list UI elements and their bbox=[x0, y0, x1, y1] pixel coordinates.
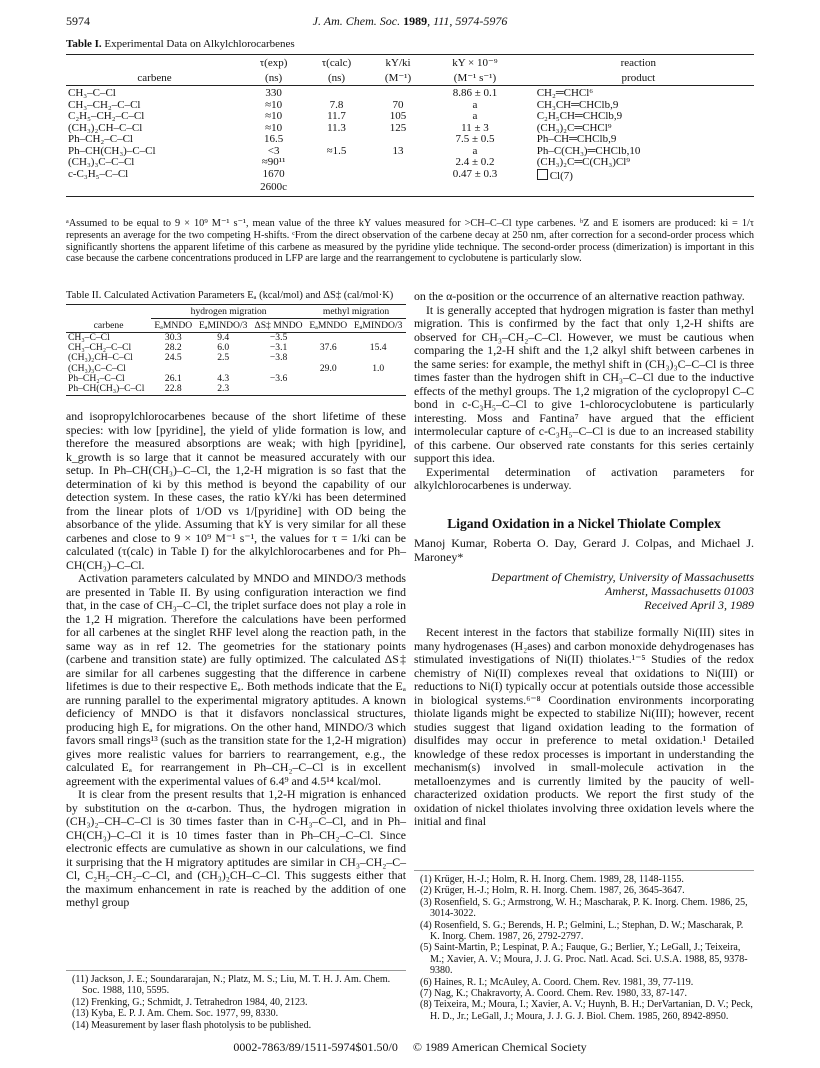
table1-header-cell: (M⁻¹ s⁻¹) bbox=[427, 70, 522, 86]
table2-header-cell: EₐMINDO/3 bbox=[350, 319, 406, 333]
table-row bbox=[66, 134, 754, 146]
table2-cell: CH₃–C–Cl bbox=[68, 332, 110, 343]
table2-cell bbox=[350, 374, 406, 384]
table2-cell: 26.1 bbox=[164, 372, 182, 384]
page-number: 5974 bbox=[66, 14, 90, 28]
table-row bbox=[66, 100, 754, 112]
journal-pages: 5974-5976 bbox=[455, 14, 508, 28]
table2-cell: (CH₃)₃C–C–Cl bbox=[68, 362, 126, 374]
table2-caption: Table II. Calculated Activation Parameters Eₐ (kcal/mol) and ΔS‡ (cal/mol·K) bbox=[66, 290, 394, 301]
table-row bbox=[66, 169, 754, 183]
body-paragraph: on the α-position or the occurrence of an alternative reaction pathway. bbox=[414, 289, 745, 303]
table1-header-cell: reaction bbox=[523, 55, 754, 71]
table1-cell: ≈10 bbox=[265, 110, 283, 122]
table-row bbox=[66, 86, 754, 100]
body-paragraph: Experimental determination of activation parameters for alkylchlorocarbenes is underway. bbox=[414, 464, 754, 492]
references-left bbox=[66, 970, 406, 1031]
reference-item: (4) Rosenfield, S. G.; Berends, H. P.; Gelmini, L.; Stephan, D. W.; Mascharak, P. K. Inorg. Chem. 1987, 26, 2792-2797. bbox=[420, 919, 744, 943]
table1-cell: ≈10 bbox=[265, 98, 283, 111]
table1-cell: CH₃–CH₂–C–Cl bbox=[68, 98, 141, 111]
table1-cell: Cl(7) bbox=[523, 169, 754, 183]
table2-cell: Ph–CH(CH₃)–C–Cl bbox=[66, 384, 151, 396]
table1-cell: 7.8 bbox=[329, 98, 344, 111]
body-paragraph: It is generally accepted that hydrogen migration is faster than methyl migration. This is confirmed by the fact that only 1,2-H shifts are observed for CH₃–CH₂–C–Cl. However, we must be cautious when comparing the 1,2-H shift and the 1,2 alkyl shift between carbenes in the same series: for example, the methyl shift in (CH₃)₃C–C–Cl is three times faster than the hydrogen shift in CH₃–C–Cl due to the inductive effects of the methyl groups. The 1,2 migration of the cyclopropyl C–C bond in c-C₃H₅–C–Cl to give 1-chlorocyclobutene is particularly interesting. Moss and Fantina⁷ have argued that the efficient intermolecular capture of c-C₃H₅–C–Cl is due to an increased stability of this carbene. Our observed rate constants for this series certainly support this idea. bbox=[414, 302, 754, 465]
table2-cell bbox=[251, 384, 306, 396]
table2-header-cell: carbene bbox=[66, 319, 151, 333]
reference-item: (3) Rosenfield, S. G.; Armstrong, W. H.; Mascharak, P. K. Inorg. Chem. 1986, 25, 3014-3022. bbox=[420, 896, 748, 920]
table1-cell: 11.3 bbox=[327, 121, 346, 134]
table1-cell: ≈10 bbox=[265, 121, 283, 134]
table2 bbox=[66, 304, 406, 396]
journal-year: 1989 bbox=[403, 14, 428, 28]
table2-cell: 22.8 bbox=[151, 384, 195, 396]
article-authors: Manoj Kumar, Roberta O. Day, Gerard J. Colpas, and Michael J. Maroney* bbox=[414, 536, 754, 564]
table1-cell bbox=[369, 86, 427, 100]
table2-group-methyl: methyl migration bbox=[306, 305, 406, 319]
cyclobutene-icon bbox=[537, 169, 548, 180]
table2-cell: Ph–CH₂–C–Cl bbox=[68, 372, 125, 384]
table1-cell bbox=[304, 86, 369, 100]
table1-header-cell: (ns) bbox=[304, 70, 369, 86]
table2-cell bbox=[306, 374, 350, 384]
table1-header-cell: (ns) bbox=[243, 70, 304, 86]
table-row bbox=[66, 111, 754, 123]
table1-cell: 1670 bbox=[262, 167, 285, 180]
table1-cell: a bbox=[472, 110, 478, 122]
table1-header-cell: τ(exp) bbox=[243, 55, 304, 71]
reference-item: (8) Teixeira, M.; Moura, I.; Xavier, A. V.; Huynh, B. H.; DerVartanian, D. V.; Peck, H. D., Jr.; LeGall, J.; Moura, J. J. G. J. Biol. Chem. 1985, 260, 8942-8950. bbox=[420, 999, 753, 1022]
table-row bbox=[66, 146, 754, 158]
table1-cell bbox=[304, 134, 369, 146]
table1-header-cell: product bbox=[523, 70, 754, 86]
table1-cell: C₂H₅CH═CHClb,9 bbox=[536, 110, 623, 122]
reference-item: (6) Haines, R. I.; McAuley, A. Coord. Chem. Rev. 1981, 39, 77-119. bbox=[420, 976, 694, 988]
table1-cell: CH₂═CHCl⁶ bbox=[536, 87, 594, 99]
reference-item: (13) Kyba, E. P. J. Am. Chem. Soc. 1977, 99, 8330. bbox=[72, 1008, 279, 1020]
table1-header-cell: (M⁻¹) bbox=[369, 70, 427, 86]
table1-cell bbox=[427, 182, 522, 196]
left-column bbox=[66, 290, 406, 910]
reference-item: (1) Krüger, H.-J.; Holm, R. H. Inorg. Chem. 1989, 28, 1148-1155. bbox=[420, 874, 684, 885]
table2-cell: 2.3 bbox=[195, 384, 251, 396]
table-row bbox=[66, 384, 406, 396]
table2-cell bbox=[350, 384, 406, 396]
article-title: Ligand Oxidation in a Nickel Thiolate Complex bbox=[447, 515, 721, 531]
table-row bbox=[66, 123, 754, 135]
references-right bbox=[414, 870, 754, 1022]
table2-cell: 1.0 bbox=[372, 362, 385, 374]
table2-cell: 2.5 bbox=[217, 352, 230, 364]
reference-item: (2) Krüger, H.-J.; Holm, R. H. Inorg. Chem. 1987, 26, 3645-3647. bbox=[420, 885, 685, 897]
table1-cell bbox=[304, 169, 369, 183]
running-header bbox=[66, 14, 754, 30]
reference-item: (7) Nag, K.; Chakravorty, A. Coord. Chem. Rev. 1980, 33, 87-147. bbox=[420, 988, 688, 1000]
table2-header-cell: EₐMNDO bbox=[151, 319, 195, 333]
copyright: © 1989 American Chemical Society bbox=[412, 1040, 587, 1054]
reference-item: (12) Frenking, G.; Schmidt, J. Tetrahedron 1984, 40, 2123. bbox=[72, 996, 308, 1008]
table1-caption: Table I. Experimental Data on Alkylchlorocarbenes bbox=[66, 38, 295, 50]
journal-volume: 111 bbox=[433, 14, 450, 28]
table1-cell bbox=[66, 182, 243, 196]
table2-cell: −3.5 bbox=[269, 332, 288, 343]
table2-cell: 29.0 bbox=[319, 362, 337, 374]
table2-cell: 28.2 bbox=[164, 342, 182, 354]
table2-cell: 6.0 bbox=[217, 342, 230, 354]
body-paragraph: and isopropylchlorocarbenes because of the short lifetime of these species: with low [pyridine], the yield of ylide formation is low, and therefore the measured absorptions are weak; with high [pyridine], k_growth is so large that it cannot be measured accurately with our setup. In Ph–CH(CH₃)–C–Cl, the 1,2-H migration is so fast that the determination of ki by this method is beyond the capability of our detection system. In these cases, the ratio kY/ki has been determined from the linear plots of 1/OD vs 1/[pyridine] with OD being the absorbance of the ylide. Assuming that kY is very similar for all these carbenes and close to 9 × 10⁹ M⁻¹ s⁻¹, the values for τ = 1/ki can be calculated (τ(calc) in Table I) for the alkylchlorocarbenes and for Ph–CH(CH₃)–C–Cl. bbox=[66, 409, 406, 572]
table1-cell bbox=[369, 157, 427, 169]
table1-cell: Ph–C(CH₃)═CHClb,10 bbox=[536, 144, 641, 157]
body-paragraph: Activation parameters calculated by MNDO and MINDO/3 methods are presented in Table II. By using configuration interaction we find that, in the case of CH₃–C–Cl, the triplet surface does not play a role in the 1,2 H migration. Therefore the calculations have been performed for all carbenes at the singlet RHF level along the reaction path, in the same way as in ref 12. The geometries for the stationary points (carbene and transition state) are fully optimized. The calculated ΔS‡ are similar for all carbenes suggesting that the difference in carbene lifetimes is due to their respective Eₐ. Both methods indicate that the Eₐ are running parallel to the experimental migratory aptitudes. A known deficiency of MNDO is that it disfavors nonclassical structures, producing high Eₐ for migrations. On the other hand, MINDO/3 which favors small rings¹³ (such as the transition state for the 1,2-H migration) gives more realistic values for barriers to rearrangement, e.g., the calculated Eₐ for rearrangement in Ph–CH₂–C–Cl is in excellent agreement with the experimental values of 6.4⁹ and 4.5¹⁴ kcal/mol. bbox=[66, 571, 406, 788]
table2-header-cell: ΔS‡ MNDO bbox=[251, 319, 306, 333]
body-paragraph: Recent interest in the factors that stabilize formally Ni(III) sites in many hydrogenases (H₂ases) and carbon monoxide dehydrogenases has stimulated investigations of Ni(II) thiolates.¹⁻⁵ Studies of the redox chemistry of Ni(II) complexes reveal that oxidations to Ni(III) or reductions to Ni(I) typically occur at potentials outside those accessible in biological systems.⁶⁻⁸ Coordination environments incorporating thiolate ligands might be expected to stabilize Ni(III); however, recent studies suggest that ligand oxidation leading to the formation of disulfides may occur in preference to metal oxidation.¹ Detailed knowledge of these redox processes is important in understanding the mechanism(s) involved in small-molecule activation in the metalloenzymes and is currently limited by the paucity of well-characterized oxidation products. We report the first study of the oxidation of nickel thiolates involving three oxidation levels where the initial and final bbox=[414, 625, 754, 828]
table2-cell: 9.4 bbox=[217, 332, 230, 343]
table1-footnotes: ᵃAssumed to be equal to 9 × 10⁹ M⁻¹ s⁻¹, mean value of the three kY values measured for >CH–C–Cl type carbenes. ᵇZ and E isomers are produced: ki = 1/τ represents an average for the two competing H-shifts. ᶜFrom the direct observation of the carbene decay at 250 nm, after correction for a second-order process which significantly shortens the apparent lifetime of this carbene as measured by the pyridine ylide technique. The second-order process (dimerization) is important in this case because the carbene concentrations produced in LFP are large and the rearrangement to cyclobutene is particularly slow. bbox=[66, 218, 754, 265]
table1-cell: a bbox=[472, 144, 478, 157]
table1-cell bbox=[304, 182, 369, 196]
table-row bbox=[66, 182, 754, 196]
table1-cell: 8.86 ± 0.1 bbox=[452, 87, 498, 99]
page-footer bbox=[0, 1040, 820, 1055]
table1-cell bbox=[304, 157, 369, 169]
table1-cell: Ph–CH(CH₃)–C–Cl bbox=[68, 144, 156, 157]
table1-cell: (CH₃)₂C═C(CH₃)Cl⁹ bbox=[536, 156, 631, 168]
table1-cell: 13 bbox=[392, 144, 404, 157]
table1-cell: (CH₃)₂CH–C–Cl bbox=[68, 121, 143, 134]
received-date: Received April 3, 1989 bbox=[644, 598, 754, 612]
table1-cell bbox=[369, 134, 427, 146]
table1-header-cell: τ(calc) bbox=[304, 55, 369, 71]
journal-name: J. Am. Chem. Soc. bbox=[312, 14, 401, 28]
table1-cell: CH₃CH═CHClb,9 bbox=[536, 98, 619, 111]
table2-cell: CH₃–CH₂–C–Cl bbox=[68, 342, 132, 354]
table1-cell: 11.7 bbox=[327, 110, 346, 122]
table2-group-hydrogen: hydrogen migration bbox=[151, 305, 306, 319]
journal-citation: J. Am. Chem. Soc. 1989, 111, 5974-5976 bbox=[312, 14, 508, 28]
table1-cell: c-C₃H₅–C–Cl bbox=[68, 167, 129, 180]
table2-cell: (CH₃)₂CH–C–Cl bbox=[68, 352, 133, 364]
table2-cell: −3.8 bbox=[269, 352, 288, 364]
table1-cell: 2600c bbox=[243, 182, 304, 196]
table1-header-cell bbox=[66, 55, 243, 71]
table1-cell bbox=[523, 182, 754, 196]
table1-cell: 11 ± 3 bbox=[461, 121, 489, 134]
reference-item: (5) Saint-Martin, P.; Lespinat, P. A.; Fauque, G.; Berlier, Y.; LeGall, J.; Teixeira, M.; Xavier, A. V.; Moura, J. J. G. Proc. Natl. Acad. Sci. U.S.A. 1988, 85, 9378-9380. bbox=[420, 942, 748, 977]
table2-cell: −3.1 bbox=[269, 342, 288, 354]
table1-cell: (CH₃)₂C═CHCl⁹ bbox=[536, 121, 612, 134]
table1-cell: 16.5 bbox=[263, 133, 284, 145]
table1-cell: 125 bbox=[389, 121, 407, 134]
table1-cell: 0.47 ± 0.3 bbox=[452, 167, 498, 180]
table1-cell: ≈1.5 bbox=[326, 144, 347, 157]
table1-cell: C₂H₅–CH₂–C–Cl bbox=[68, 110, 145, 122]
table1-header-cell: kY × 10⁻⁹ bbox=[427, 55, 522, 71]
article-code: 0002-7863/89/1511-5974$01.50/0 bbox=[233, 1040, 398, 1054]
table1-cell: 2.4 ± 0.2 bbox=[455, 156, 495, 168]
table2-cell: 15.4 bbox=[369, 342, 387, 354]
table2-header-cell: EₐMNDO bbox=[306, 319, 350, 333]
table2-header-cell: EₐMINDO/3 bbox=[195, 319, 251, 333]
table1-cell bbox=[369, 169, 427, 183]
table1-cell: Ph–CH═CHClb,9 bbox=[536, 133, 617, 145]
table2-cell bbox=[306, 384, 350, 396]
table2-cell: 4.3 bbox=[217, 372, 230, 384]
table2-cell: 37.6 bbox=[319, 342, 337, 354]
table1-cell: <3 bbox=[267, 144, 280, 157]
reference-item: (14) Measurement by laser flash photolysis to be published. bbox=[72, 1019, 312, 1031]
reference-item: (11) Jackson, J. E.; Soundararajan, N.; Platz, M. S.; Liu, M. T. H. J. Am. Chem. Soc. 1988, 110, 5595. bbox=[72, 974, 391, 997]
table1-cell: (CH₃)₃C–C–Cl bbox=[68, 156, 135, 168]
table2-cell: 30.3 bbox=[164, 332, 182, 343]
body-paragraph: It is clear from the present results that 1,2-H migration is enhanced by substitution on the α-carbon. Thus, the hydrogen migration in (CH₃)₂–CH–C–Cl is 30 times faster than in C-H₃–C–Cl, and in Ph–CH(CH₃)–C–Cl it is 10 times faster than in Ph–CH₂–C–Cl. Since electronic effects are cumulative as shown in our calculations, we find it surprising that the H migratory aptitudes are similar in CH₃–CH₂–C–Cl, C₂H₅–CH₂–C–Cl, and (CH₃)₂CH–C–Cl. This suggests either that the maximum enhancement in rate is reached by the addition of one methyl group bbox=[66, 787, 406, 910]
table1-cell: ≈90¹¹ bbox=[261, 156, 286, 168]
table1-header-cell: kY/ki bbox=[369, 55, 427, 71]
table1-cell: 105 bbox=[389, 110, 407, 122]
table-row bbox=[66, 157, 754, 169]
table2-cell: −3.6 bbox=[269, 372, 288, 384]
table1-header-cell: carbene bbox=[66, 70, 243, 86]
table1-cell: 7.5 ± 0.5 bbox=[455, 133, 495, 145]
table1-cell: 330 bbox=[265, 87, 282, 99]
table1-cell: 70 bbox=[392, 98, 404, 111]
table2-cell: 24.5 bbox=[164, 352, 182, 364]
right-column bbox=[414, 290, 754, 829]
table1-cell: CH₃–C–Cl bbox=[68, 87, 116, 99]
table1 bbox=[66, 54, 754, 197]
author-affiliation: Department of Chemistry, University of Massachusetts Amherst, Massachusetts 01003 Received April 3, 1989 bbox=[414, 570, 754, 612]
table1-cell: Ph–CH₂–C–Cl bbox=[68, 133, 133, 145]
table1-cell: a bbox=[472, 98, 478, 111]
table1-cell bbox=[369, 182, 427, 196]
